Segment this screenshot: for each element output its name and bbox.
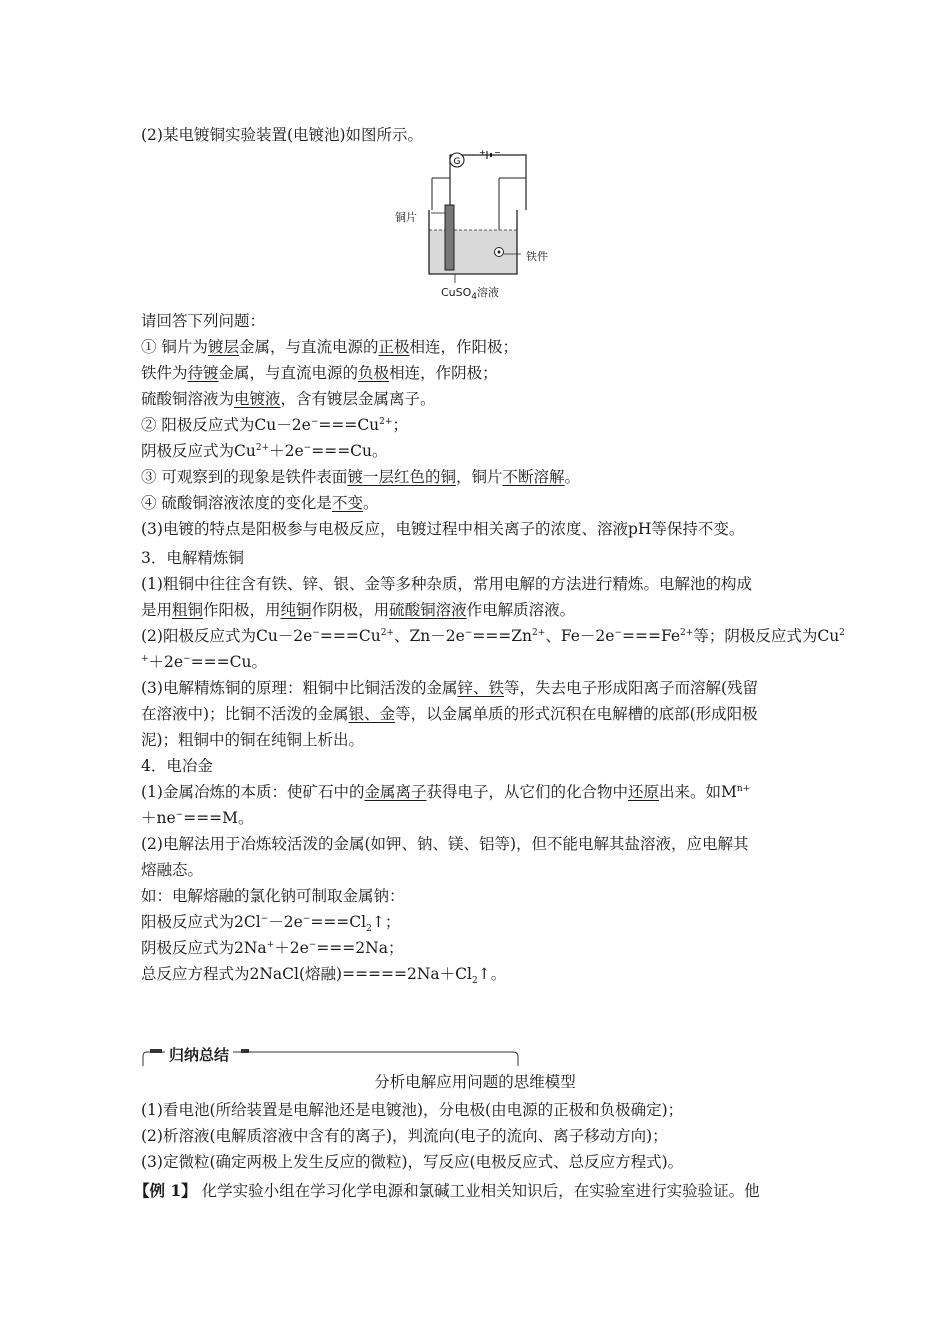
summary-title: 分析电解应用问题的思维模型 [374,1073,576,1091]
s4-total: 总反应方程式为2NaCl(熔融)$=====2Na+Cl_2↑$。 [141,965,507,987]
q1c: 硫酸铜溶液为电镀液，含有镀层金属离子。 [141,390,436,408]
s3-p3b: 在溶液中)；比铜不活泼的金属银、金等，以金属单质的形式沉积在电解槽的底部(形成阳极 [141,705,758,723]
iron-label: 铁件 [526,250,548,263]
plus-label: + [479,150,486,157]
q1b: 铁件为待镀金属，与直流电源的负极相连，作阴极； [141,364,498,382]
s4-p1b: ＋ne−===M。 [141,809,254,827]
electroplating-diagram [395,150,565,302]
copper-plate [445,205,454,270]
s3-p1a: (1)粗铜中往往含有铁、锌、银、金等多种杂质，常用电解的方法进行精炼。电解池的构成 [141,575,752,593]
ask-line: 请回答下列问题： [141,312,266,330]
s3-p1b: 是用粗铜作阳极，用纯铜作阴极，用硫酸铜溶液作电解质溶液。 [141,601,576,619]
q4: ④ 硫酸铜溶液浓度的变化是不变。 [141,494,379,512]
example-line: 【例 1】 化学实验小组在学习化学电源和氯碱工业相关知识后，在实验室进行实验验证。他 [134,1181,760,1200]
q2b: 阴极反应式为$Cu^{2+}+2e^-===Cu$。 [141,442,388,460]
s4-cathode: 阴极反应式为2Na+＋2e−===2Na； [141,939,404,957]
electroplating-figure [395,150,565,302]
galvanometer-label: G [453,157,461,167]
summary-label: 归纳总结 [165,1044,233,1065]
q1a: ① 铜片为镀层金属，与直流电源的正极相连，作阳极； [141,338,518,356]
s3-p2b: +＋2e−===Cu。 [141,653,267,671]
example-tag: 【例 1】 [134,1181,197,1200]
s3-p3c: 泥)；粗铜中的铜在纯铜上析出。 [141,731,365,749]
s4-anode: 阳极反应式为$2Cl^--2e^-===Cl_2↑$； [141,913,401,935]
summary-item: (2)析溶液(电解质溶液中含有的离子)，判流向(电子的流向、离子移动方向)； [141,1127,668,1145]
summary-item: (3)定微粒(确定两极上发生反应的微粒)，写反应(电极反应式、总反应方程式)。 [141,1153,684,1171]
solution-label: CuSO$_4$溶液 [441,286,500,303]
minus-label: − [494,150,501,157]
s4-p1a: (1)金属冶炼的本质：使矿石中的金属离子获得电子，从它们的化合物中还原出来。如$M^{n+}$ [141,783,751,801]
s4-p2b: 熔融态。 [141,861,204,879]
copper-label: 铜片 [395,211,417,224]
section2-p3: (3)电镀的特点是阳极参与电极反应，电镀过程中相关离子的浓度、溶液pH等保持不变。 [141,520,745,538]
section3-heading: 3．电解精炼铜 [141,549,244,567]
section4-heading: 4．电冶金 [141,757,213,775]
s3-p3a: (3)电解精炼铜的原理：粗铜中比铜活泼的金属锌、铁等，失去电子形成阳离子而溶解(残留 [141,679,759,697]
q3: ③ 可观察到的现象是铁件表面镀一层红色的铜，铜片不断溶解。 [141,468,580,486]
summary-item: (1)看电池(所给装置是电解池还是电镀池)，分电极(由电源的正极和负极确定)； [141,1101,684,1119]
q2a: ② 阳极反应式为$Cu-2e^-===Cu^{2+}$； [141,416,408,434]
s3-p2a: (2)阳极反应式为$Cu-2e^-===Cu^{2+}$、$Zn-2e^-===Zn^{2+}$、$Fe-2e^-===Fe^{2+}$等；阴极反应式为Cu$^2$ [141,627,845,645]
section2-heading: (2)某电镀铜实验装置(电镀池)如图所示。 [141,126,424,144]
s4-eg: 如：电解熔融的氯化钠可制取金属钠： [141,887,405,905]
s4-p2a: (2)电解法用于冶炼较活泼的金属(如钾、钠、镁、铝等)，但不能电解其盐溶液，应电解其 [141,835,749,853]
